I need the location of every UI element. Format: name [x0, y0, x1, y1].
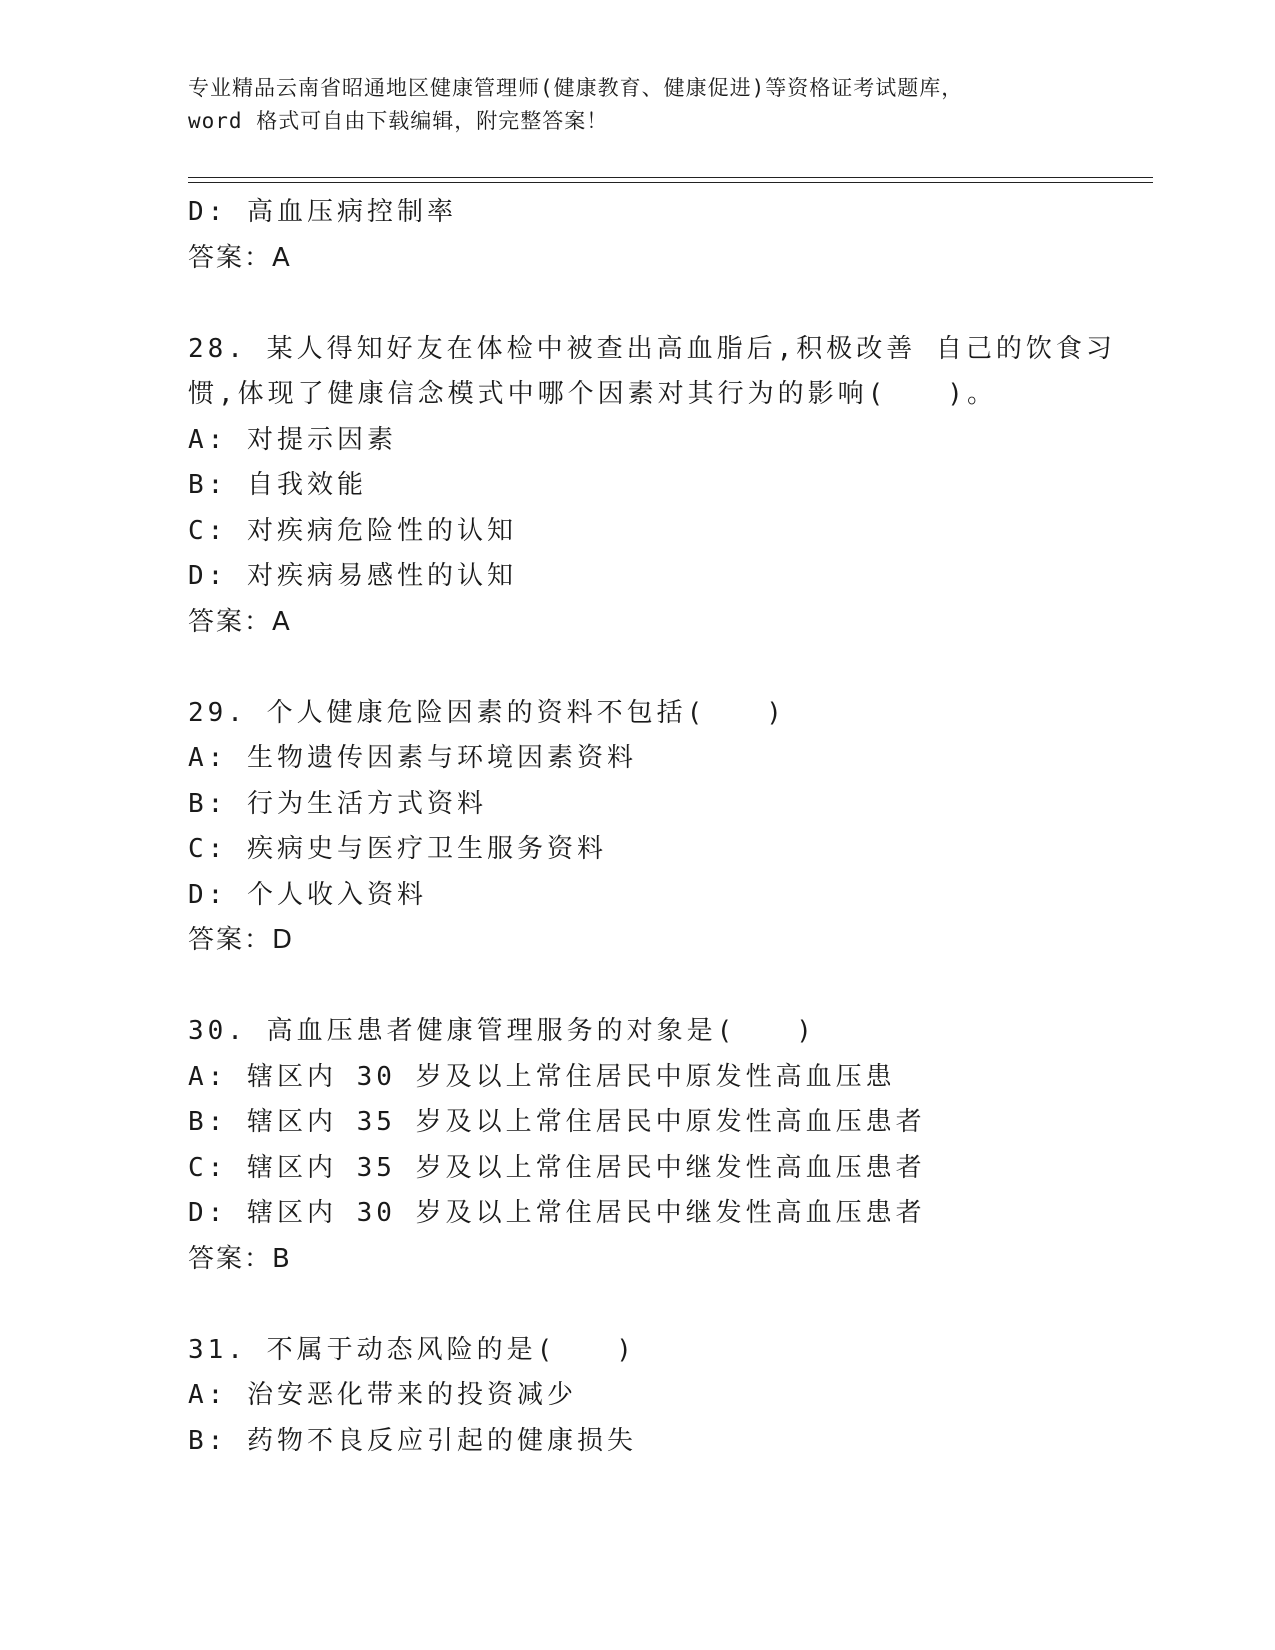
- header-divider-top: [188, 177, 1153, 178]
- option-a: A: 对提示因素: [188, 424, 397, 455]
- option-a: A: 生物遗传因素与环境因素资料: [188, 743, 637, 773]
- option-d: D: 个人收入资料: [188, 879, 427, 910]
- answer-line: 答案：D: [188, 925, 295, 955]
- option-b: B: 行为生活方式资料: [188, 788, 487, 819]
- option-d: D: 对疾病易感性的认知: [188, 561, 517, 591]
- document-header: [188, 72, 1088, 138]
- option-b: B: 药物不良反应引起的健康损失: [188, 1425, 637, 1456]
- question-stem: 28. 某人得知好友在体检中被查出高血脂后,积极改善 自己的饮食习: [188, 333, 1116, 364]
- header-line-2: word 格式可自由下载编辑，附完整答案！: [188, 109, 609, 133]
- question-stem: 30. 高血压患者健康管理服务的对象是( ): [188, 1016, 816, 1046]
- option-a: A: 辖区内 30 岁及以上常住居民中原发性高血压患: [188, 1061, 896, 1092]
- header-divider-bottom: [188, 182, 1153, 183]
- question-30: [188, 1009, 1088, 1282]
- option-b: B: 自我效能: [188, 470, 367, 500]
- option-b: B: 辖区内 35 岁及以上常住居民中原发性高血压患者: [188, 1107, 926, 1137]
- question-31: [188, 1328, 1088, 1465]
- question-28: [188, 327, 1116, 646]
- option-c: C: 辖区内 35 岁及以上常住居民中继发性高血压患者: [188, 1152, 926, 1183]
- option-d: D: 高血压病控制率: [188, 197, 457, 227]
- question-stem: 29. 个人健康危险因素的资料不包括( ): [188, 697, 786, 728]
- option-a: A: 治安恶化带来的投资减少: [188, 1380, 577, 1410]
- answer-line: 答案：B: [188, 1243, 292, 1274]
- question-29: [188, 691, 1088, 964]
- answer-line: 答案：A: [188, 606, 292, 637]
- option-c: C: 对疾病危险性的认知: [188, 515, 517, 546]
- answer-line: 答案：A: [188, 242, 292, 273]
- option-c: C: 疾病史与医疗卫生服务资料: [188, 834, 607, 864]
- question-stem-continued: 惯,体现了健康信念模式中哪个因素对其行为的影响( )。: [188, 379, 997, 409]
- question-stem: 31. 不属于动态风险的是( ): [188, 1334, 636, 1365]
- question-list: [188, 190, 1116, 1464]
- header-line-1: 专业精品云南省昭通地区健康管理师(健康教育、健康促进)等资格证考试题库，: [188, 76, 964, 100]
- option-d: D: 辖区内 30 岁及以上常住居民中继发性高血压患者: [188, 1198, 926, 1228]
